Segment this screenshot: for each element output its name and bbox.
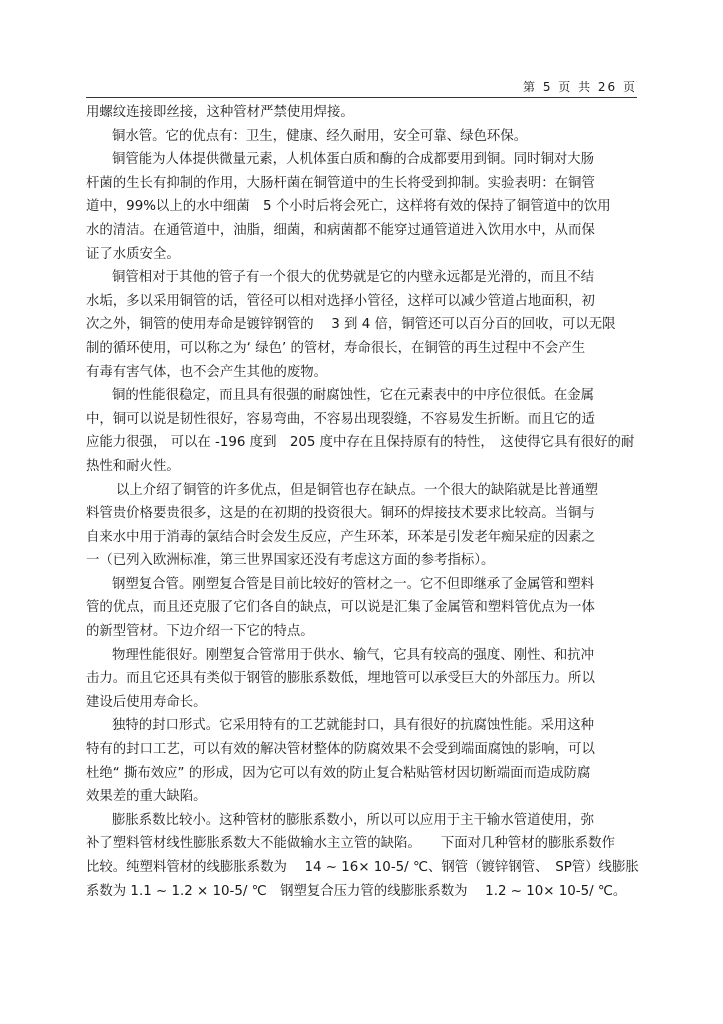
header-divider [86, 97, 637, 98]
body-line: 管的优点，而且还克服了它们各自的缺点，可以说是汇集了金属管和塑料管优点为一体 [86, 600, 595, 616]
body-line: 铜管能为人体提供微量元素，人机体蛋白质和酶的合成都要用到铜。同时铜对大肠 [112, 152, 595, 168]
body-line: 铜的性能很稳定，而且具有很强的耐腐蚀性，它在元素表中的中序位很低。在金属 [112, 388, 595, 404]
body-line: 建设后使用寿命长。 [86, 694, 207, 710]
body-line: 热性和耐火性。 [86, 458, 180, 474]
body-line: 水垢，多以采用铜管的话，管径可以相对选择小管径，这样可以减少管道占地面积，初 [86, 293, 595, 309]
body-line: 铜水管。它的优点有：卫生，健康、经久耐用，安全可靠、绿色环保。 [112, 128, 528, 144]
page-number-header: 第 5 页 共 26 页 [523, 80, 637, 94]
body-line: 料管贵价格要贵很多，这是的在初期的投资很大。铜环的焊接技术要求比较高。当铜与 [86, 506, 595, 522]
body-line: 补了塑料管材线性膨胀系数大不能做输水主立管的缺陷。 下面对几种管材的膨胀系数作 [86, 836, 615, 852]
body-line: 中，铜可以说是韧性很好，容易弯曲，不容易出现裂缝，不容易发生折断。而且它的适 [86, 411, 595, 427]
body-line: 制的循环使用，可以称之为‘ 绿色’ 的管材，寿命很长，在铜管的再生过程中不会产生 [86, 340, 586, 356]
body-line: 比较。纯塑料管材的线膨胀系数为 14 ~ 16× 10-5/ ℃、钢管（镀锌钢管、 SP管）线膨胀 [86, 860, 639, 875]
body-line: 次之外，铜管的使用寿命是镀锌钢管的 3 到 4 倍，铜管还可以百分百的回收，可以无限 [86, 317, 616, 333]
body-line: 杆菌的生长有抑制的作用，大肠杆菌在铜管道中的生长将受到抑制。实验表明：在铜管 [86, 175, 595, 191]
body-line: 杜绝“ 撕布效应” 的形成，因为它可以有效的防止复合粘贴管材因切断端面而造成防腐 [86, 765, 591, 781]
body-line: 铜管相对于其他的管子有一个很大的优势就是它的内壁永远都是光滑的，而且不结 [112, 270, 595, 286]
body-line: 应能力很强， 可以在 -196 度到 205 度中存在且保持原有的特性， 这使得它具有很好的耐 [86, 435, 635, 451]
body-line: 一（已列入欧洲标准，第三世界国家还没有考虑这方面的参考指标）。 [86, 553, 495, 569]
body-line: 特有的封口工艺，可以有效的解决管材整体的防腐效果不会受到端面腐蚀的影响，可以 [86, 742, 595, 758]
body-line: 系数为 1.1 ~ 1.2 × 10-5/ ℃ 钢塑复合压力管的线膨胀系数为 1.2 ~ 10× 10-5/ ℃。 [86, 883, 627, 899]
body-line: 的新型管材。下边介绍一下它的特点。 [86, 624, 314, 640]
body-line: 水的清洁。在通管道中，油脂，细菌，和病菌都不能穿过通管道进入饮用水中，从而保 [86, 222, 595, 238]
body-line: 独特的封口形式。它采用特有的工艺就能封口，具有很好的抗腐蚀性能。采用这种 [112, 718, 595, 734]
body-line: 物理性能很好。刚塑复合管常用于供水、输气，它具有较高的强度、刚性、和抗冲 [112, 647, 595, 663]
body-line: 钢塑复合管。刚塑复合管是目前比较好的管材之一。它不但即继承了金属管和塑料 [112, 576, 595, 592]
body-line: 效果差的重大缺陷。 [86, 789, 207, 805]
body-line: 道中，99%以上的水中细菌 5 个小时后将会死亡，这样将有效的保持了铜管道中的饮用 [86, 199, 611, 215]
body-line: 自来水中用于消毒的氯结合时会发生反应，产生环苯，环苯是引发老年痴呆症的因素之 [86, 529, 595, 545]
body-line: 以上介绍了铜管的许多优点，但是铜管也存在缺点。一个很大的缺陷就是比普通塑 [116, 482, 599, 498]
body-line: 证了水质安全。 [86, 246, 180, 262]
body-line: 用螺纹连接即丝接，这种管材严禁使用焊接。 [86, 105, 354, 120]
body-line: 有毒有害气体，也不会产生其他的废物。 [86, 364, 328, 380]
body-line: 膨胀系数比较小。这种管材的膨胀系数小，所以可以应用于主干输水管道使用，弥 [112, 812, 595, 828]
body-line: 击力。而且它还具有类似于钢管的膨胀系数低，埋地管可以承受巨大的外部压力。所以 [86, 671, 595, 687]
document-body [86, 101, 646, 903]
